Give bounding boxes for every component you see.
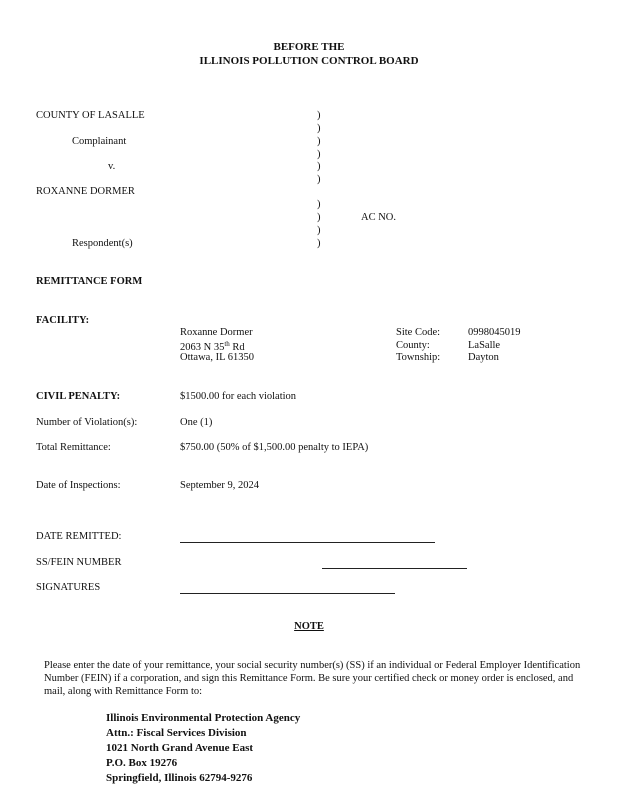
caption-paren: ) bbox=[317, 212, 321, 223]
complainant-name: COUNTY OF LASALLE bbox=[36, 110, 145, 121]
county-value: LaSalle bbox=[468, 340, 501, 351]
total-remittance-label: Total Remittance: bbox=[36, 442, 111, 453]
site-code-label: Site Code: bbox=[396, 327, 441, 338]
total-remittance-value: $750.00 (50% of $1,500.00 penalty to IEPA) bbox=[180, 442, 369, 453]
ssn-label: SS/FEIN NUMBER bbox=[36, 557, 122, 568]
caption-paren: ) bbox=[317, 225, 321, 236]
inspection-date-value: September 9, 2024 bbox=[180, 480, 260, 491]
header-line-2: ILLINOIS POLLUTION CONTROL BOARD bbox=[199, 55, 419, 67]
caption-paren: ) bbox=[317, 136, 321, 147]
caption-paren: ) bbox=[317, 199, 321, 210]
ssn-line[interactable] bbox=[322, 568, 467, 569]
caption-paren: ) bbox=[317, 161, 321, 172]
address-line-3: 1021 North Grand Avenue East bbox=[106, 742, 254, 754]
address-line-5: Springfield, Illinois 62794-9276 bbox=[106, 772, 253, 784]
violations-value: One (1) bbox=[180, 417, 213, 428]
township-value: Dayton bbox=[468, 352, 499, 363]
address-line-1: Illinois Environmental Protection Agency bbox=[106, 712, 301, 724]
facility-street: 2063 N 35th Rd bbox=[180, 340, 245, 353]
violations-label: Number of Violation(s): bbox=[36, 417, 138, 428]
address-line-4: P.O. Box 19276 bbox=[106, 757, 178, 769]
ac-no-label: AC NO. bbox=[361, 212, 397, 223]
caption-paren: ) bbox=[317, 149, 321, 160]
date-remitted-line[interactable] bbox=[180, 542, 435, 543]
civil-penalty-value: $1500.00 for each violation bbox=[180, 391, 297, 402]
date-remitted-label: DATE REMITTED: bbox=[36, 531, 122, 542]
site-code-value: 0998045019 bbox=[468, 327, 521, 338]
township-label: Township: bbox=[396, 352, 441, 363]
civil-penalty-label: CIVIL PENALTY: bbox=[36, 391, 121, 402]
facility-name: Roxanne Dormer bbox=[180, 327, 253, 338]
facility-city: Ottawa, IL 61350 bbox=[180, 352, 254, 363]
versus-label: v. bbox=[108, 161, 116, 172]
facility-label: FACILITY: bbox=[36, 315, 90, 326]
form-title: REMITTANCE FORM bbox=[36, 276, 143, 287]
header-line-1: BEFORE THE bbox=[273, 41, 345, 53]
caption-paren: ) bbox=[317, 174, 321, 185]
note-body: Please enter the date of your remittance, your social security number(s) (SS) if an individual or Federal Employer Identification Number (FEIN) if a corporation, and sign this Remittance Form. Be sure your certified check or money order is enclosed, and mail, along with Remittance Form to: bbox=[44, 660, 581, 697]
caption-paren: ) bbox=[317, 123, 321, 134]
note-title: NOTE bbox=[294, 621, 324, 632]
signatures-line[interactable] bbox=[180, 593, 395, 594]
signatures-label: SIGNATURES bbox=[36, 582, 101, 593]
address-line-2: Attn.: Fiscal Services Division bbox=[106, 727, 247, 739]
inspection-date-label: Date of Inspections: bbox=[36, 480, 121, 491]
respondent-name: ROXANNE DORMER bbox=[36, 186, 135, 197]
caption-paren: ) bbox=[317, 110, 321, 121]
county-label: County: bbox=[396, 340, 430, 351]
complainant-label: Complainant bbox=[72, 136, 127, 147]
caption-paren: ) bbox=[317, 238, 321, 249]
respondent-label: Respondent(s) bbox=[72, 238, 133, 249]
